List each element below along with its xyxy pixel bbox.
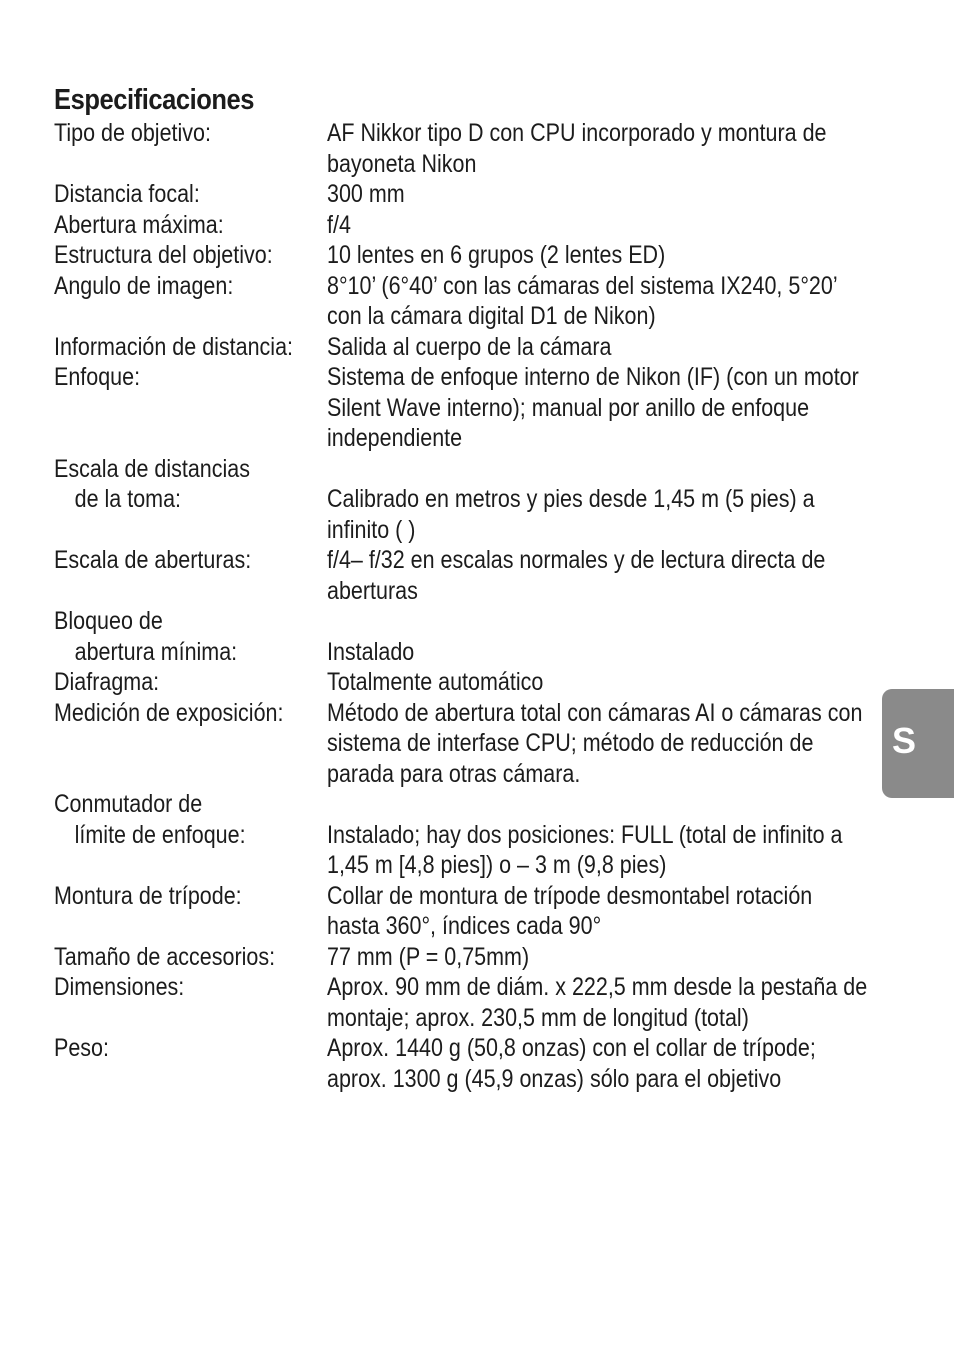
spec-value-line: infinito ( ) (327, 515, 416, 544)
spec-value (327, 179, 860, 210)
spec-value-line: 1,45 m [4,8 pies]) o – 3 m (9,8 pies) (327, 851, 667, 879)
page-content (54, 82, 874, 1094)
spec-row-angulo-imagen (54, 271, 874, 332)
spec-value (327, 362, 860, 454)
spec-value-line: aprox. 1300 g (45,9 onzas) sólo para el objetivo (327, 1064, 782, 1093)
spec-label-line: Bloqueo de (54, 607, 163, 635)
spec-row-escala-distancias (54, 454, 874, 546)
spec-label-line: Escala de distancias (54, 454, 250, 483)
spec-value-line: 10 lentes en 6 grupos (2 lentes ED) (327, 241, 666, 269)
spec-value-line: 8°10’ (6°40’ con las cámaras del sistema IX240, 5°20’ (327, 271, 838, 300)
spec-value-line: montaje; aprox. 230,5 mm de longitud (total) (327, 1003, 749, 1032)
spec-value (327, 942, 860, 973)
spec-value-spacer (327, 789, 860, 820)
spec-label-line: Conmutador de (54, 790, 203, 818)
spec-label: Distancia focal: (54, 180, 200, 208)
spec-value-line: 77 mm (P = 0,75mm) (327, 942, 530, 971)
spec-value (327, 972, 868, 1033)
spec-value-line: sistema de interfase CPU; método de reducción de (327, 729, 814, 757)
spec-value (327, 332, 860, 363)
spec-value-line: Sistema de enfoque interno de Nikon (IF) (con un motor (327, 363, 859, 391)
spec-row-estructura (54, 240, 874, 271)
spec-value-line: 300 mm (327, 180, 405, 208)
spec-value-line: hasta 360°, índices cada 90° (327, 912, 602, 940)
spec-label: Estructura del objetivo: (54, 241, 273, 269)
spec-value-spacer (327, 454, 860, 485)
spec-value (327, 789, 860, 881)
spec-row-diafragma (54, 667, 874, 698)
spec-value (327, 698, 863, 790)
spec-row-peso (54, 1033, 874, 1094)
spec-label (54, 789, 289, 850)
spec-label (54, 454, 289, 515)
spec-row-montura-tripode (54, 881, 874, 942)
spec-label: Angulo de imagen: (54, 271, 234, 300)
spec-label-line: límite de enfoque: (74, 820, 246, 849)
spec-value-line: Calibrado en metros y pies desde 1,45 m (5 pies) a (327, 485, 815, 513)
spec-label: Escala de aberturas: (54, 546, 252, 574)
spec-value-line: con la cámara digital D1 de Nikon) (327, 302, 656, 330)
spec-value-line: bayoneta Nikon (327, 149, 477, 178)
spec-label: Dimensiones: (54, 973, 185, 1001)
spec-label: Medición de exposición: (54, 698, 284, 727)
spec-value-line: AF Nikkor tipo D con CPU incorporado y montura de (327, 119, 827, 147)
spec-value-line: f/4– f/32 en escalas normales y de lectura directa de (327, 546, 826, 574)
spec-label: Montura de trípode: (54, 881, 242, 910)
spec-row-conmutador-limite (54, 789, 874, 881)
spec-value (327, 606, 860, 667)
spec-value (327, 271, 860, 332)
spec-row-medicion-exposicion (54, 698, 874, 790)
spec-label: Tamaño de accesorios: (54, 942, 276, 971)
spec-row-tipo-objetivo (54, 118, 874, 179)
spec-row-tamano-accesorios (54, 942, 874, 973)
spec-row-informacion-distancia (54, 332, 874, 363)
spec-value-line: Salida al cuerpo de la cámara (327, 332, 612, 361)
spec-value-line: Método de abertura total con cámaras AI o cámaras con (327, 698, 863, 727)
spec-value-line: Totalmente automático (327, 668, 544, 696)
spec-value (327, 118, 860, 179)
spec-label-line: de la toma: (74, 485, 182, 513)
language-tab (882, 689, 954, 798)
spec-row-bloqueo-abertura (54, 606, 874, 667)
spec-value-line: aberturas (327, 576, 418, 605)
spec-value-line: independiente (327, 424, 463, 452)
page-title: Especificaciones (54, 84, 255, 116)
spec-value-line: f/4 (327, 210, 351, 239)
spec-value-line: parada para otras cámara. (327, 759, 581, 788)
spec-row-abertura-maxima (54, 210, 874, 241)
spec-value-line: Silent Wave interno); manual por anillo de enfoque (327, 393, 810, 422)
spec-value (327, 210, 860, 241)
spec-label: Peso: (54, 1034, 109, 1062)
spec-label: Tipo de objetivo: (54, 119, 211, 147)
spec-value-line: Aprox. 90 mm de diám. x 222,5 mm desde la pestaña de (327, 973, 868, 1001)
spec-label-line: abertura mínima: (74, 637, 238, 666)
spec-row-escala-aberturas (54, 545, 874, 606)
spec-label: Enfoque: (54, 363, 141, 391)
spec-value-line: Aprox. 1440 g (50,8 onzas) con el collar de trípode; (327, 1034, 816, 1062)
spec-label: Diafragma: (54, 668, 160, 696)
spec-value (327, 545, 860, 606)
spec-row-distancia-focal (54, 179, 874, 210)
spec-label (54, 606, 289, 667)
spec-row-enfoque (54, 362, 874, 454)
spec-value (327, 240, 860, 271)
spec-value (327, 454, 860, 546)
spec-row-dimensiones (54, 972, 874, 1033)
spec-value-line: Instalado; hay dos posiciones: FULL (total de infinito a (327, 820, 843, 849)
spec-value-spacer (327, 606, 860, 637)
spec-value-line: Collar de montura de trípode desmontabel rotación (327, 881, 813, 910)
spec-value (327, 881, 860, 942)
spec-value (327, 1033, 860, 1094)
spec-label: Abertura máxima: (54, 210, 224, 239)
spec-label: Información de distancia: (54, 332, 294, 361)
spec-table (54, 118, 874, 1094)
language-tab-letter: S (892, 720, 917, 761)
spec-value-line: Instalado (327, 637, 415, 666)
spec-value (327, 667, 860, 698)
